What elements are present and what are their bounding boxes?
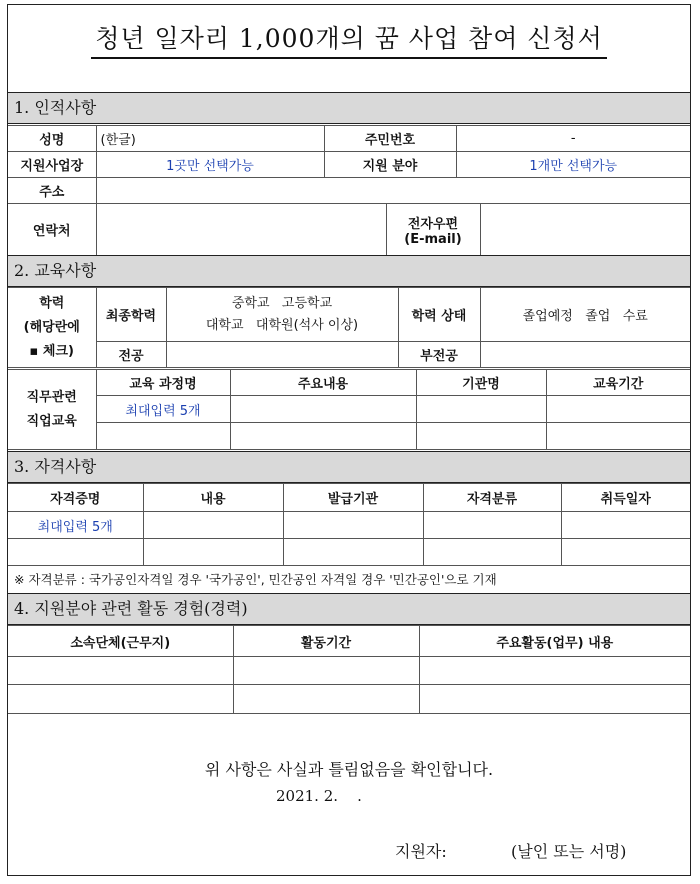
section-personal-info: 1. 인적사항 — [8, 92, 690, 124]
email-label-line2: (E-mail) — [404, 231, 462, 247]
contact-table — [8, 203, 690, 256]
edu-label — [8, 288, 96, 368]
name-label: 성명 — [8, 126, 96, 152]
title-area — [8, 5, 690, 91]
applicant-label: 지원자: — [395, 842, 447, 861]
col-org: 소속단체(근무지) — [8, 626, 233, 657]
cert-date-field[interactable] — [561, 539, 690, 566]
activity-period-field[interactable] — [233, 685, 419, 714]
col-activity: 주요활동(업무) 내용 — [419, 626, 690, 657]
cert-content-field[interactable] — [143, 512, 283, 539]
minor-field[interactable] — [480, 342, 690, 368]
page-title: 청년 일자리 1,000개의 꿈 사업 참여 신청서 — [8, 19, 690, 55]
cert-field[interactable]: 최대입력 5개 — [8, 512, 143, 539]
cert-field[interactable] — [8, 539, 143, 566]
activity-content-field[interactable] — [419, 685, 690, 714]
education-table — [8, 287, 690, 368]
section-education: 2. 교육사항 — [8, 255, 690, 287]
activity-content-field[interactable] — [419, 657, 690, 685]
email-field[interactable] — [480, 204, 690, 256]
col-content: 내용 — [143, 484, 283, 512]
col-issuer: 발급기관 — [283, 484, 423, 512]
col-content: 주요내용 — [230, 370, 416, 396]
job-edu-label-line1: 직무관련 — [26, 389, 77, 405]
field-label: 지원 분야 — [324, 152, 456, 178]
cert-type-field[interactable] — [423, 539, 561, 566]
section-qualifications: 3. 자격사항 — [8, 451, 690, 483]
confirmation-text: 위 사항은 사실과 틀림없음을 확인합니다. — [204, 760, 494, 779]
col-institution: 기관명 — [416, 370, 546, 396]
col-cert: 자격증명 — [8, 484, 143, 512]
workplace-label: 지원사업장 — [8, 152, 96, 178]
col-course: 교육 과정명 — [96, 370, 230, 396]
job-edu-label-line2: 직업교육 — [26, 413, 77, 429]
contact-field[interactable] — [96, 204, 386, 256]
final-edu-options[interactable] — [166, 288, 398, 342]
final-edu-options-line1: 중학교 고등학교 — [231, 295, 333, 311]
qualifications-table — [8, 483, 690, 566]
cert-content-field[interactable] — [143, 539, 283, 566]
col-period: 활동기간 — [233, 626, 419, 657]
name-field[interactable]: (한글) — [96, 126, 324, 152]
email-label — [386, 204, 480, 256]
content-field[interactable] — [230, 423, 416, 450]
workplace-field[interactable]: 1곳만 선택가능 — [96, 152, 324, 178]
col-type: 자격분류 — [423, 484, 561, 512]
course-field[interactable] — [96, 423, 230, 450]
course-field[interactable]: 최대입력 5개 — [96, 396, 230, 423]
job-education-table — [8, 369, 690, 450]
cert-issuer-field[interactable] — [283, 539, 423, 566]
period-field[interactable] — [546, 423, 690, 450]
edu-label-line3: ▪ 체크) — [29, 343, 74, 359]
col-date: 취득일자 — [561, 484, 690, 512]
signature-field[interactable]: (날인 또는 서명) — [511, 842, 627, 861]
final-edu-label: 최종학력 — [96, 288, 166, 342]
experience-table — [8, 625, 690, 714]
org-field[interactable] — [8, 657, 233, 685]
period-field[interactable] — [546, 396, 690, 423]
personal-info-table — [8, 125, 690, 204]
edu-label-line2: (해당란에 — [23, 319, 80, 335]
final-edu-options-line2: 대학교 대학원(석사 이상) — [205, 317, 359, 333]
address-field[interactable] — [96, 178, 690, 204]
cert-type-field[interactable] — [423, 512, 561, 539]
major-field[interactable] — [166, 342, 398, 368]
cert-issuer-field[interactable] — [283, 512, 423, 539]
edu-status-label: 학력 상태 — [398, 288, 480, 342]
section-experience: 4. 지원분야 관련 활동 경험(경력) — [8, 593, 690, 625]
rrn-label: 주민번호 — [324, 126, 456, 152]
content-field[interactable] — [230, 396, 416, 423]
rrn-field[interactable]: - — [456, 126, 690, 152]
major-label: 전공 — [96, 342, 166, 368]
institution-field[interactable] — [416, 396, 546, 423]
email-label-line1: 전자우편 — [407, 216, 459, 232]
qualification-note: ※ 자격분류 : 국가공인자격일 경우 '국가공인', 민간공인 자격일 경우 '민간공인'으로 기재 — [14, 572, 497, 587]
cert-date-field[interactable] — [561, 512, 690, 539]
edu-status-options[interactable]: 졸업예정 졸업 수료 — [480, 288, 690, 342]
date-field[interactable]: 2021. 2. . — [276, 787, 362, 805]
contact-label: 연락처 — [8, 204, 96, 256]
job-edu-label — [8, 370, 96, 450]
address-label: 주소 — [8, 178, 96, 204]
field-field[interactable]: 1개만 선택가능 — [456, 152, 690, 178]
activity-period-field[interactable] — [233, 657, 419, 685]
minor-label: 부전공 — [398, 342, 480, 368]
org-field[interactable] — [8, 685, 233, 714]
application-form — [7, 4, 691, 876]
edu-label-line1: 학력 — [39, 295, 65, 311]
col-period: 교육기간 — [546, 370, 690, 396]
institution-field[interactable] — [416, 423, 546, 450]
